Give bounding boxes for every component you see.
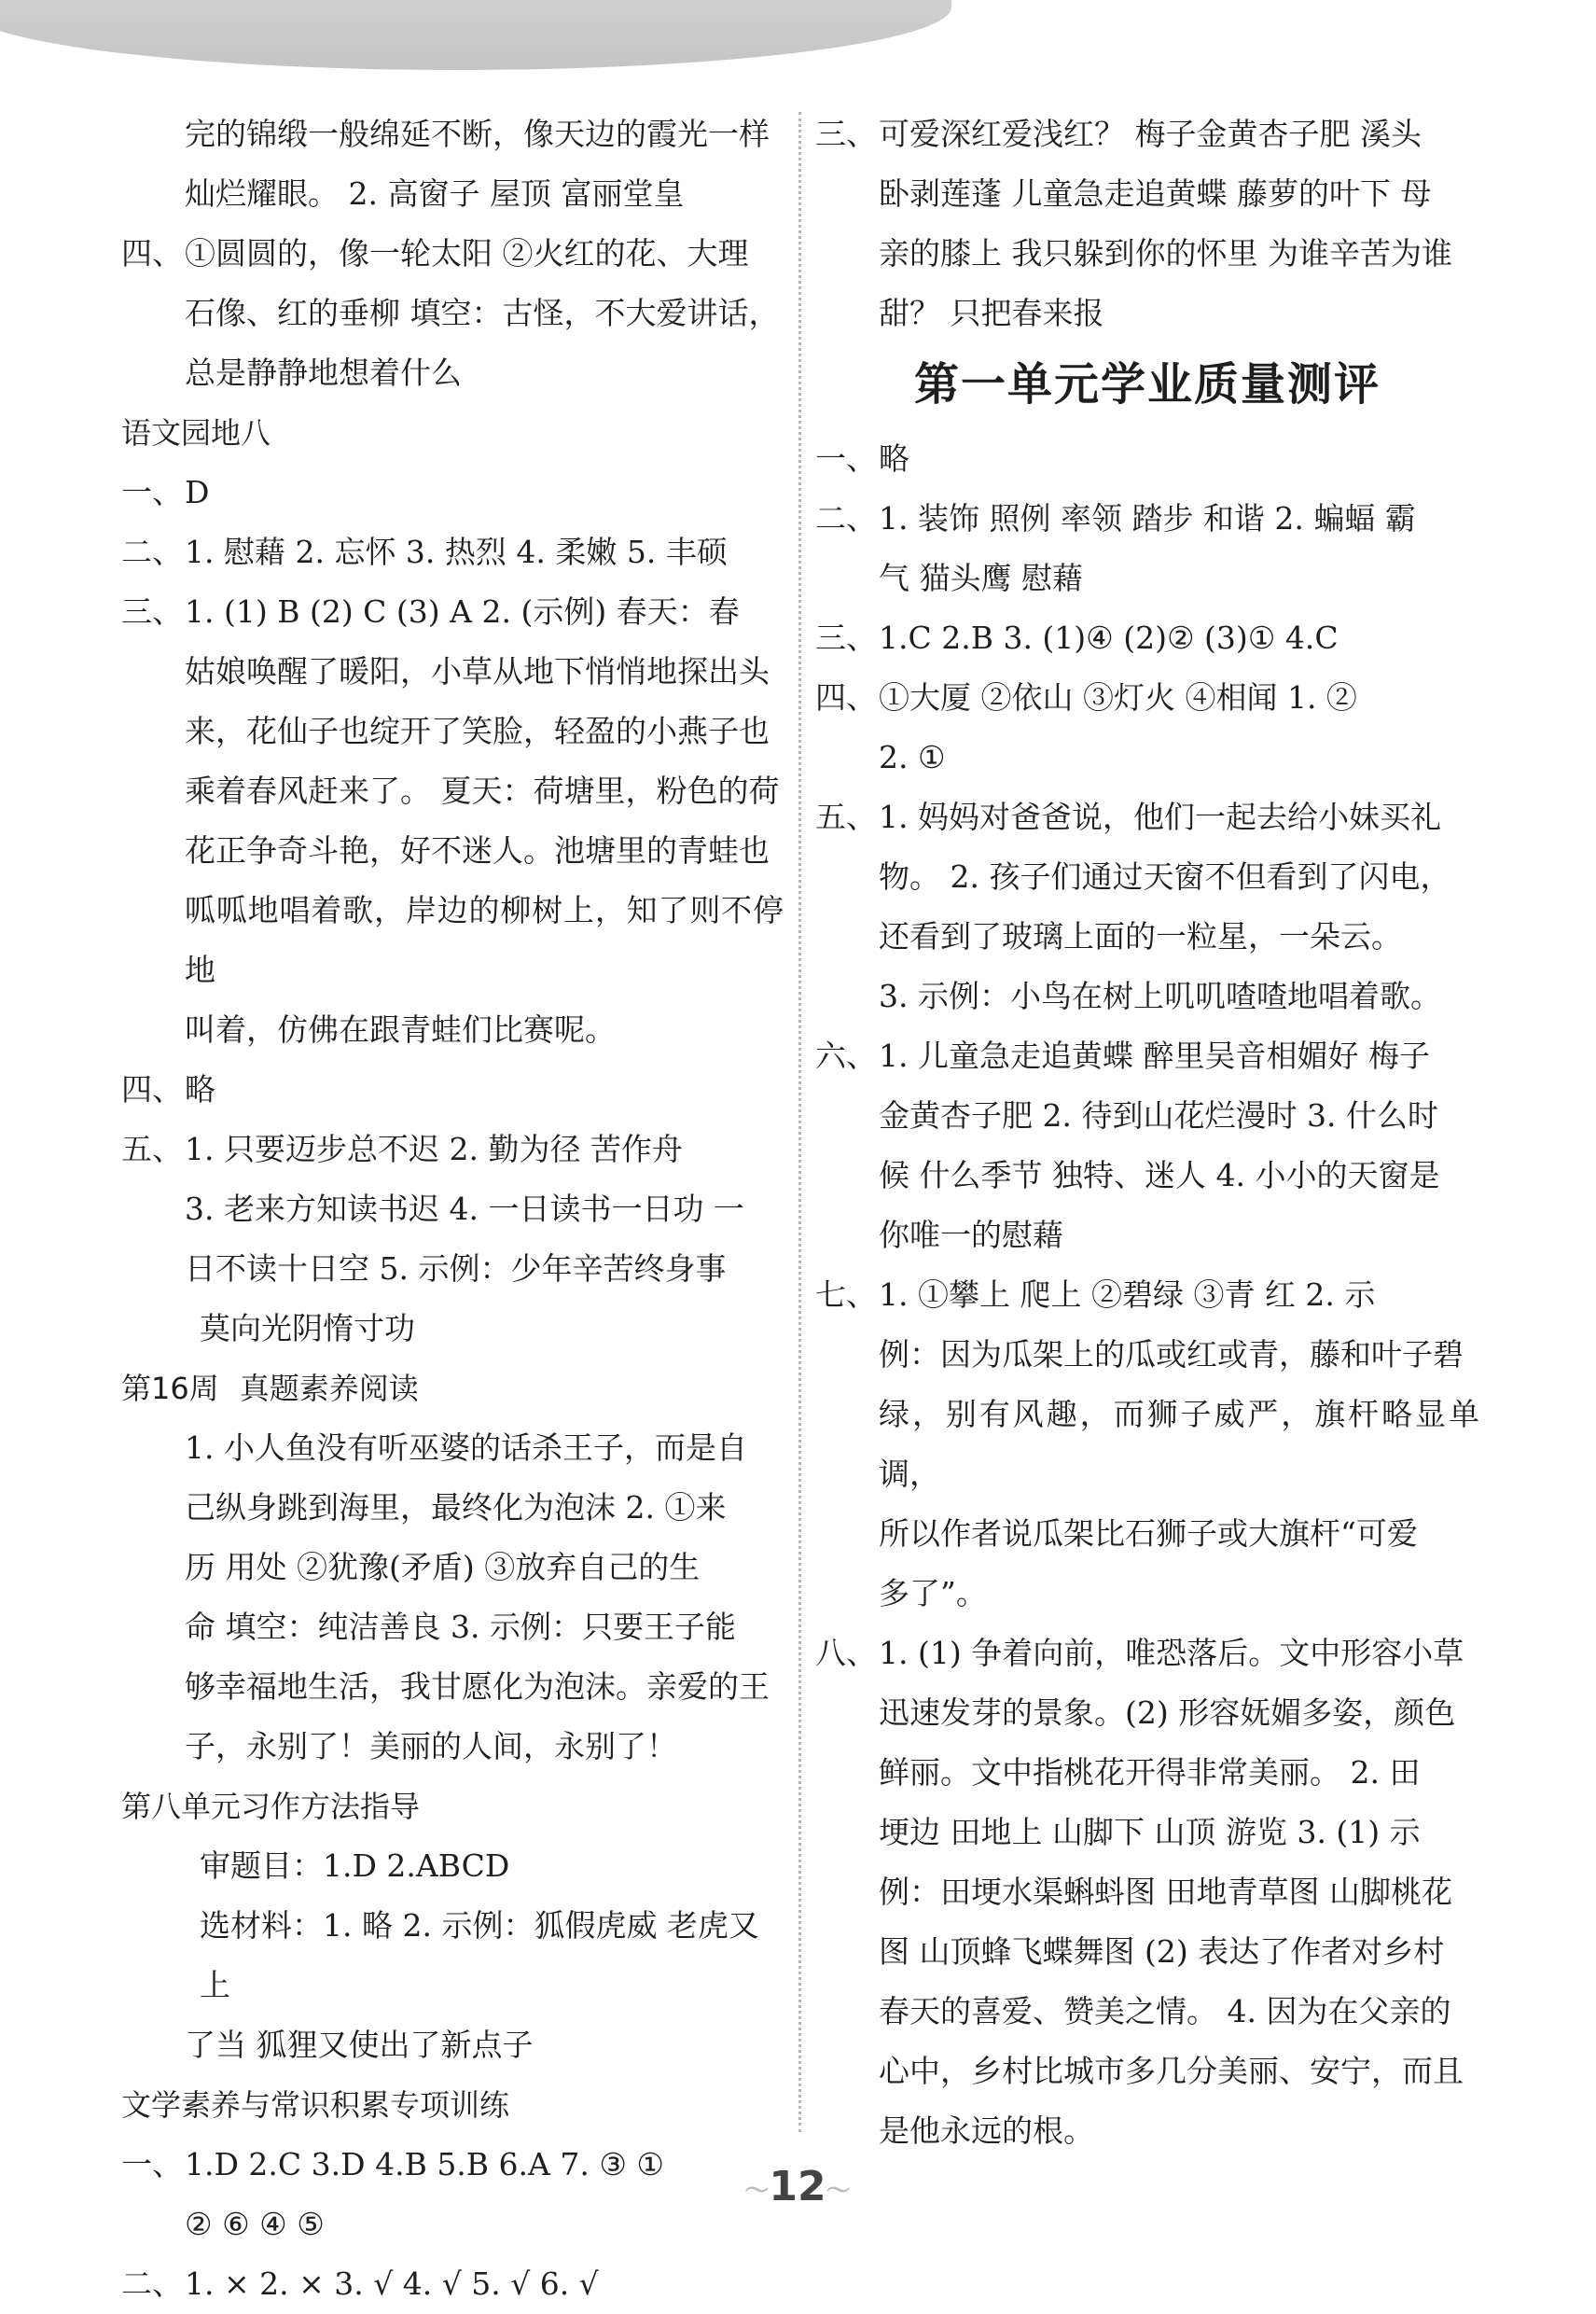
text-line: 1. ①攀上 爬上 ②碧绿 ③青 红 2. 示 (879, 1276, 1376, 1313)
item-label: 一、 (121, 474, 183, 510)
text-line: 1. (1) B (2) C (3) A 2. (示例) 春天：春 (185, 593, 740, 630)
item-label: 四、 (121, 235, 183, 272)
wave-left-icon: 〜 (744, 2177, 770, 2206)
text-line: 完的锦缎一般绵延不断，像天边的霞光一样 (185, 116, 770, 152)
item-label: 七、 (815, 1276, 877, 1313)
answer-item (815, 1265, 1479, 1624)
item-label: 一、 (815, 440, 877, 477)
text-line: 莫向光阴惰寸功 (200, 1310, 415, 1346)
answer-item (815, 105, 1479, 343)
text-line: 鲜丽。文中指桃花开得非常美丽。 2. 田 (879, 1754, 1421, 1791)
text-line: 审题目：1.D 2.ABCD (200, 1847, 510, 1884)
section-heading: 语文园地八 (121, 415, 271, 451)
text-line: 是他永远的根。 (879, 2112, 1094, 2149)
item-label: 三、 (121, 593, 183, 630)
text-line: 1. (1) 争着向前，唯恐落后。文中形容小草 (879, 1635, 1464, 1671)
answer-item (121, 582, 784, 1060)
text-line: 乘着春风赶来了。 夏天：荷塘里，粉色的荷 (185, 773, 780, 809)
text-line: 1. 只要迈步总不迟 2. 勤为径 苦作舟 (185, 1131, 683, 1167)
text-line: 1.D 2.C 3.D 4.B 5.B 6.A 7. ③ ① (185, 2146, 664, 2182)
answer-item (121, 523, 784, 582)
answer-block (121, 1836, 784, 2075)
text-line: ①大厦 ②依山 ③灯火 ④相闻 1. ② (879, 679, 1357, 716)
text-line: 你唯一的慰藉 (879, 1217, 1063, 1253)
section-heading: 第八单元习作方法指导 (121, 1789, 421, 1824)
text-line: 己纵身跳到海里，最终化为泡沫 2. ①来 (185, 1489, 727, 1526)
answer-item (121, 224, 784, 403)
text-line: 叫着，仿佛在跟青蛙们比赛呢。 (185, 1011, 616, 1048)
item-label: 一、 (121, 2146, 183, 2182)
text-line: 所以作者说瓜架比石狮子或大旗杆“可爱 (879, 1515, 1418, 1552)
left-column (121, 105, 784, 2314)
text-line: 1. 妈妈对爸爸说，他们一起去给小妹买礼 (879, 799, 1441, 835)
item-label: 三、 (815, 620, 877, 656)
text-line: 1. 装饰 照例 率领 踏步 和谐 2. 蝙蝠 霸 (879, 500, 1416, 537)
section-title: 第一单元学业质量测评 (913, 358, 1381, 411)
text-line: 姑娘唤醒了暖阳，小草从地下悄悄地探出头 (185, 653, 770, 690)
answer-item (815, 429, 1479, 489)
answer-item (815, 489, 1479, 608)
text-line: 花正争奇斗艳，好不迷人。池塘里的青蛙也 (185, 832, 770, 869)
answer-item (121, 1120, 784, 1359)
text-line: 2. ① (879, 739, 946, 775)
item-label: 二、 (121, 534, 183, 570)
text-line: 气 猫头鹰 慰藉 (879, 560, 1083, 596)
text-line: 1. × 2. × 3. √ 4. √ 5. √ 6. √ (185, 2265, 599, 2302)
text-line: 春天的喜爱、赞美之情。 4. 因为在父亲的 (879, 1993, 1451, 2029)
text-line: 物。 2. 孩子们通过天窗不但看到了闪电， (879, 858, 1451, 895)
answer-item (815, 668, 1479, 788)
item-label: 二、 (121, 2265, 183, 2302)
text-line: 来，花仙子也绽开了笑脸，轻盈的小燕子也 (185, 713, 770, 749)
text-line: 日不读十日空 5. 示例：少年辛苦终身事 (185, 1250, 727, 1287)
item-label: 四、 (121, 1071, 183, 1108)
text-line: 命 填空：纯洁善良 3. 示例：只要王子能 (185, 1609, 736, 1645)
section-heading-week: 第16周 (121, 1371, 219, 1406)
item-label: 三、 (815, 116, 877, 152)
text-line: 迅速发芽的景象。(2) 形容妩媚多姿，颜色 (879, 1694, 1456, 1731)
section-heading: 文学素养与常识积累专项训练 (121, 2087, 510, 2123)
item-label: 五、 (815, 799, 877, 835)
text-line: ② ⑥ ④ ⑤ (185, 2206, 325, 2242)
answer-item (815, 788, 1479, 1026)
item-label: 六、 (815, 1038, 877, 1074)
answer-block (121, 1418, 784, 1777)
answer-item (815, 1026, 1479, 1265)
text-line: 子，永别了！美丽的人间，永别了！ (185, 1728, 677, 1764)
text-line: 候 什么季节 独特、迷人 4. 小小的天窗是 (879, 1157, 1440, 1193)
text-line: 可爱深红爱浅红？ 梅子金黄杏子肥 溪头 (879, 116, 1422, 152)
text-line: 石像、红的垂柳 填空：古怪，不大爱讲话， (185, 295, 780, 331)
text-line: 灿烂耀眼。 2. 高窗子 屋顶 富丽堂皇 (185, 175, 685, 212)
item-label: 四、 (815, 679, 877, 716)
text-line: 卧剥莲蓬 儿童急走追黄蝶 藤萝的叶下 母 (879, 175, 1432, 212)
text-line: 历 用处 ②犹豫(矛盾) ③放弃自己的生 (185, 1549, 701, 1585)
text-line: ①圆圆的，像一轮太阳 ②火红的花、大理 (185, 235, 749, 272)
text-line: 3. 示例：小鸟在树上叽叽喳喳地唱着歌。 (879, 978, 1441, 1014)
answer-item (815, 1624, 1479, 2161)
text-line: 1. 儿童急走追黄蝶 醉里吴音相媚好 梅子 (879, 1038, 1430, 1074)
text-line: 略 (185, 1071, 215, 1108)
text-line: 还看到了玻璃上面的一粒星，一朵云。 (879, 918, 1402, 955)
item-label: 二、 (815, 500, 877, 537)
answer-item (121, 1060, 784, 1120)
text-line: 亲的膝上 我只躲到你的怀里 为谁辛苦为谁 (879, 235, 1452, 272)
answer-item (815, 608, 1479, 668)
text-line: 绿，别有风趣，而狮子威严，旗杆略显单调， (879, 1396, 1479, 1492)
text-line: 例：因为瓜架上的瓜或红或青，藤和叶子碧 (879, 1336, 1464, 1373)
text-line: 总是静静地想着什么 (185, 355, 462, 391)
text-line: 略 (879, 440, 909, 477)
answer-item (121, 2254, 784, 2314)
column-divider (798, 112, 801, 2132)
item-label: 八、 (815, 1635, 877, 1671)
page-number-value: 12 (769, 2163, 826, 2210)
text-line: D (185, 474, 210, 510)
page-number (742, 2163, 854, 2210)
text-line: 够幸福地生活，我甘愿化为泡沫。亲爱的王 (185, 1668, 770, 1705)
item-label: 五、 (121, 1131, 183, 1167)
text-line: 了当 狐狸又使出了新点子 (185, 2027, 534, 2063)
text-line: 例：田埂水渠蝌蚪图 田地青草图 山脚桃花 (879, 1874, 1452, 1910)
text-line: 1.C 2.B 3. (1)④ (2)② (3)① 4.C (879, 620, 1339, 656)
text-line: 金黄杏子肥 2. 待到山花烂漫时 3. 什么时 (879, 1097, 1438, 1134)
text-line: 1. 慰藉 2. 忘怀 3. 热烈 4. 柔嫩 5. 丰硕 (185, 534, 728, 570)
wave-right-icon: 〜 (826, 2177, 851, 2206)
section-heading (121, 1359, 784, 1418)
right-column (815, 105, 1479, 2161)
text-line: 埂边 田地上 山脚下 山顶 游览 3. (1) 示 (879, 1814, 1421, 1850)
text-line: 图 山顶蜂飞蝶舞图 (2) 表达了作者对乡村 (879, 1933, 1445, 1970)
text-line: 选材料：1. 略 2. 示例：狐假虎威 老虎又上 (200, 1907, 759, 2003)
text-line: 甜？ 只把春来报 (879, 295, 1104, 331)
text-line: 1. 小人鱼没有听巫婆的话杀王子，而是自 (185, 1429, 747, 1466)
answer-item (121, 2135, 784, 2254)
text-line: 多了”。 (879, 1575, 987, 1611)
header-decoration (0, 0, 951, 70)
text-line: 3. 老来方知读书迟 4. 一日读书一日功 一 (185, 1191, 744, 1227)
section-heading-subtitle: 真题素养阅读 (239, 1371, 419, 1406)
text-line: 呱呱地唱着歌，岸边的柳树上，知了则不停地 (185, 892, 784, 988)
answer-item (121, 463, 784, 523)
text-line: 心中，乡村比城市多几分美丽、安宁，而且 (879, 2053, 1464, 2089)
